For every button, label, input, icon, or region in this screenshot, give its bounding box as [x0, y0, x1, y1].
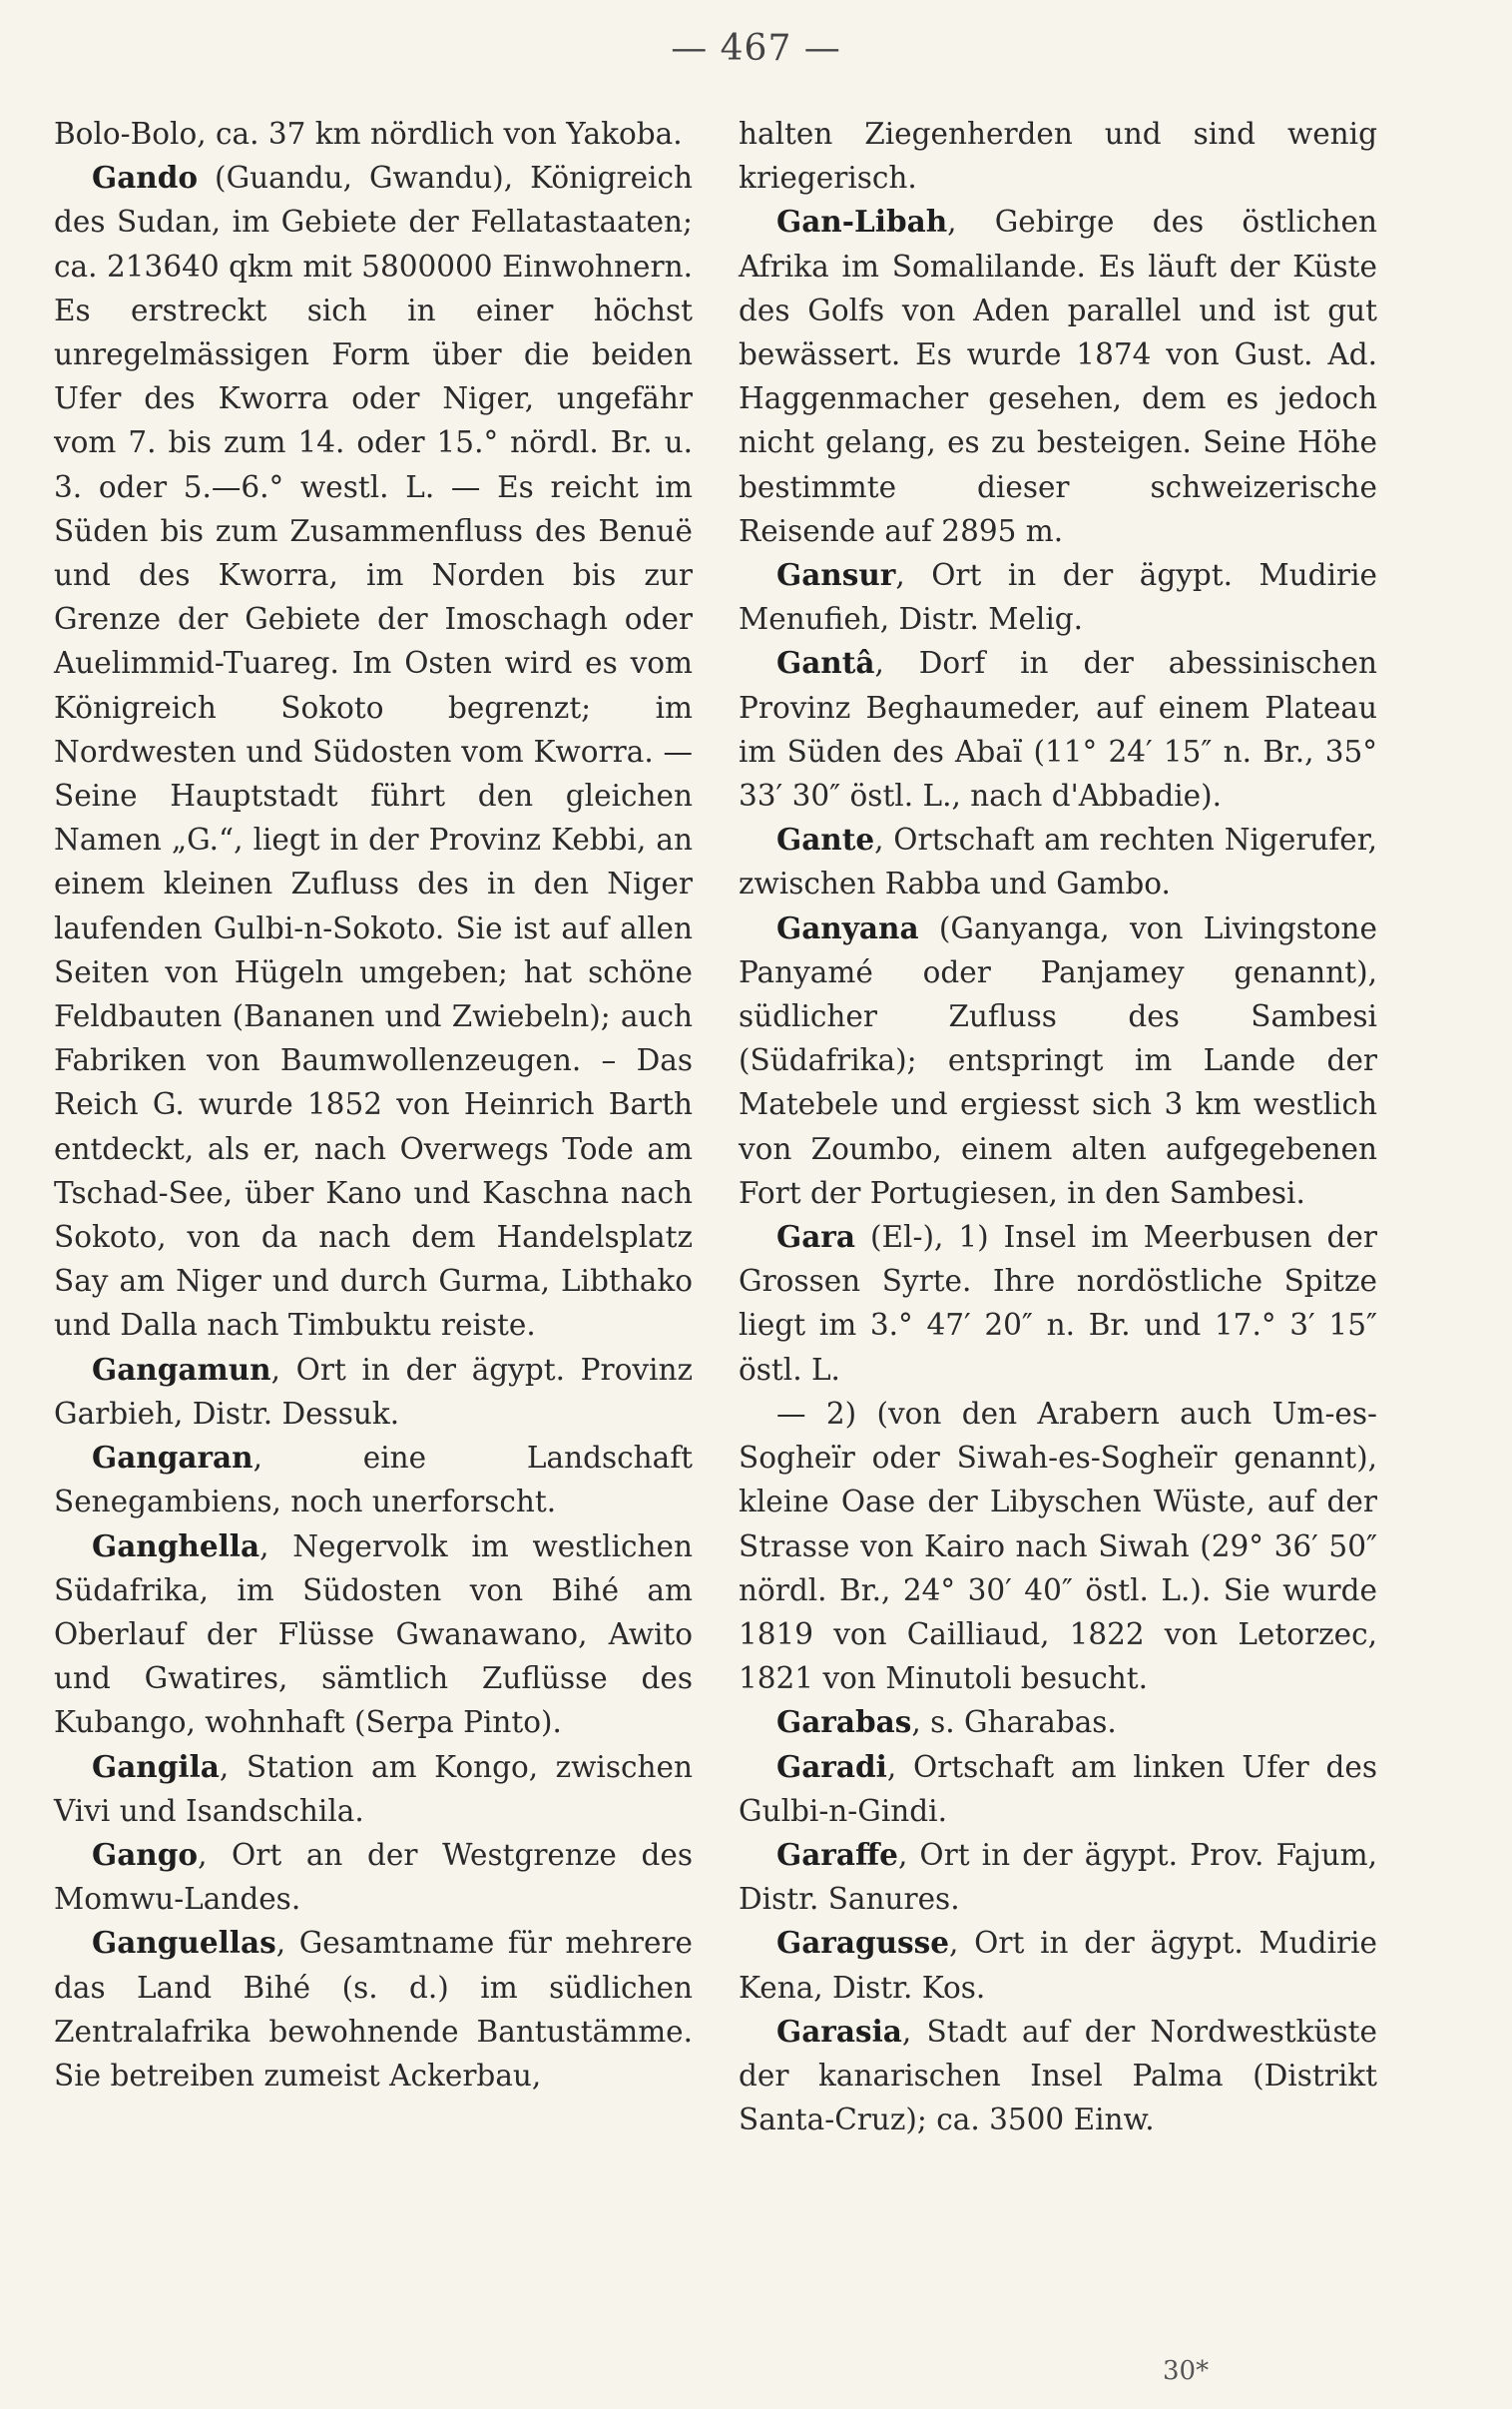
entry-term: Gantâ	[776, 645, 875, 681]
entry-gante	[739, 818, 1377, 905]
entry-gangaran	[54, 1436, 693, 1523]
entry-term: Ganyana	[776, 909, 919, 945]
entry-term: Gan-Libah	[776, 204, 948, 240]
entry-term: Garabas	[776, 1704, 912, 1740]
entry-text: , Ort in der ägypt. Provinz Garbieh, Distr. Dessuk.	[54, 1352, 693, 1431]
entry-term: Garasia	[776, 2013, 902, 2049]
entry-text: halten Ziegenherden und sind wenig kriegerisch.	[739, 117, 1377, 196]
entry-garadi	[739, 1745, 1377, 1833]
entry-text: , s. Gharabas.	[911, 1705, 1117, 1740]
entry-text: — 2) (von den Arabern auch Um-es-Sogheïr oder Siwah-es-Sogheïr genannt), kleine Oase der Libyschen Wüste, auf der Strasse von Kairo nach Siwah (29° 36′ 50″ nördl. Br., 24° 30′ 40″ östl. L.). Sie wurde 1819 von Cailliaud, 1822 von Letorzec, 1821 von Minutoli besucht.	[739, 1396, 1377, 1696]
right-column	[739, 112, 1377, 2141]
entry-text: (Ganyanga, von Livingstone Panyamé oder Panjamey genannt), südlicher Zufluss des Sambesi (Südafrika); entspringt im Lande der Matebele und ergiesst sich 3 km westlich von Zoumbo, einem alten aufgegebenen Fort der Portugiesen, in den Sambesi.	[739, 910, 1377, 1210]
entry-garagusse	[739, 1921, 1377, 2009]
entry-garaffe	[739, 1833, 1377, 1921]
entry-text: (Guandu, Gwandu), Königreich des Sudan, im Gebiete der Fellatastaaten; ca. 213640 qkm mit 5800000 Einwohnern. Es erstreckt sich in einer höchst unregelmässigen Form über die beiden Ufer des Kworra oder Niger, ungefähr vom 7. bis zum 14. oder 15.° nördl. Br. u. 3. oder 5.—6.° westl. L. — Es reicht im Süden bis zum Zusammenfluss des Benuë und des Kworra, im Norden bis zur Grenze der Gebiete der Imoschagh oder Auelimmid-Tuareg. Im Osten wird es vom Königreich Sokoto begrenzt; im Nordwesten und Südosten vom Kworra. — Seine Hauptstadt führt den gleichen Namen „G.“, liegt in der Provinz Kebbi, an einem kleinen Zufluss des in den Niger laufenden Gulbi-n-Sokoto. Sie ist auf allen Seiten von Hügeln umgeben; hat schöne Feldbauten (Bananen und Zwiebeln); auch Fabriken von Baumwollenzeugen. – Das Reich G. wurde 1852 von Heinrich Barth entdeckt, als er, nach Overwegs Tode am Tschad-See, über Kano und Kaschna nach Sokoto, von da nach dem Handelsplatz Say am Niger und durch Gurma, Libthako und Dalla nach Timbuktu reiste.	[54, 161, 693, 1343]
entry-ganyana	[739, 906, 1377, 1215]
entry-garabas	[739, 1700, 1377, 1744]
entry-text: , Dorf in der abessinischen Provinz Beghaumeder, auf einem Plateau im Süden des Abaï (11° 24′ 15″ n. Br., 35° 33′ 30″ östl. L., nach d'Abbadie).	[739, 646, 1377, 814]
entry-gan-libah	[739, 200, 1377, 553]
entry-garasia	[739, 2010, 1377, 2142]
entry-term: Garagusse	[776, 1925, 950, 1961]
entry-text: , Ortschaft am linken Ufer des Gulbi-n-Gindi.	[739, 1749, 1377, 1828]
signature-mark: 30*	[1163, 2356, 1210, 2386]
entry-gangila	[54, 1745, 693, 1833]
entry-text: , Gesamtname für mehrere das Land Bihé (s. d.) im südlichen Zentralafrika bewohnende Bantustämme. Sie betreiben zumeist Ackerbau,	[54, 1926, 693, 2093]
entry-term: Gangamun	[92, 1351, 271, 1387]
entry-text: Bolo-Bolo, ca. 37 km nördlich von Yakoba.	[54, 117, 683, 151]
page-number-header: — 467 —	[671, 28, 841, 69]
entry-gangamun	[54, 1348, 693, 1436]
entry-term: Garaffe	[776, 1836, 898, 1872]
entry-term: Gangila	[92, 1748, 220, 1784]
entry-term: Gangaran	[92, 1440, 253, 1476]
entry-text: , Negervolk im westlichen Südafrika, im Südosten von Bihé am Oberlauf der Flüsse Gwanawano, Awito und Gwatires, sämtlich Zuflüsse des Kubango, wohnhaft (Serpa Pinto).	[54, 1528, 693, 1740]
entry-text: , Stadt auf der Nordwestküste der kanarischen Insel Palma (Distrikt Santa-Cruz); ca. 3500 Einw.	[739, 2014, 1377, 2137]
entry-text: , eine Landschaft Senegambiens, noch unerforscht.	[54, 1441, 693, 1519]
entry-gara	[739, 1215, 1377, 1392]
entry-ganguellas-continuation	[739, 112, 1377, 200]
entry-text: , Ort in der ägypt. Mudirie Menufieh, Distr. Melig.	[739, 558, 1377, 637]
entry-term: Gansur	[776, 557, 896, 593]
entry-term: Garadi	[776, 1748, 887, 1784]
entry-term: Gara	[776, 1219, 855, 1255]
entry-term: Gante	[776, 822, 875, 858]
entry-text: , Ort in der ägypt. Mudirie Kena, Distr. Kos.	[739, 1926, 1377, 2005]
left-column	[54, 112, 693, 2098]
entry-text: , Station am Kongo, zwischen Vivi und Isandschila.	[54, 1749, 693, 1828]
entry-ganguellas	[54, 1921, 693, 2098]
entry-text: , Gebirge des östlichen Afrika im Somalilande. Es läuft der Küste des Golfs von Aden parallel und ist gut bewässert. Es wurde 1874 von Gust. Ad. Haggenmacher gesehen, dem es jedoch nicht gelang, es zu besteigen. Seine Höhe bestimmte dieser schweizerische Reisende auf 2895 m.	[739, 205, 1377, 548]
entry-bolo-bolo-continuation	[54, 112, 693, 156]
entry-gansur	[739, 553, 1377, 641]
entry-text: , Ort an der Westgrenze des Momwu-Landes.	[54, 1837, 693, 1917]
entry-gando	[54, 156, 693, 1347]
entry-ganta	[739, 641, 1377, 818]
entry-term: Ganguellas	[92, 1925, 276, 1961]
entry-text: (El-), 1) Insel im Meerbusen der Grossen Syrte. Ihre nordöstliche Spitze liegt im 3.° 47′ 20″ n. Br. und 17.° 3′ 15″ östl. L.	[739, 1220, 1377, 1387]
entry-text: , Ort in der ägypt. Prov. Fajum, Distr. Sanures.	[739, 1837, 1377, 1917]
entry-term: Gango	[92, 1836, 199, 1872]
entry-text: , Ortschaft am rechten Nigerufer, zwischen Rabba und Gambo.	[739, 823, 1377, 902]
entry-ganghella	[54, 1524, 693, 1745]
entry-term: Gando	[92, 160, 199, 196]
entry-gara-2	[739, 1392, 1377, 1700]
entry-gango	[54, 1833, 693, 1921]
entry-term: Ganghella	[92, 1527, 260, 1563]
